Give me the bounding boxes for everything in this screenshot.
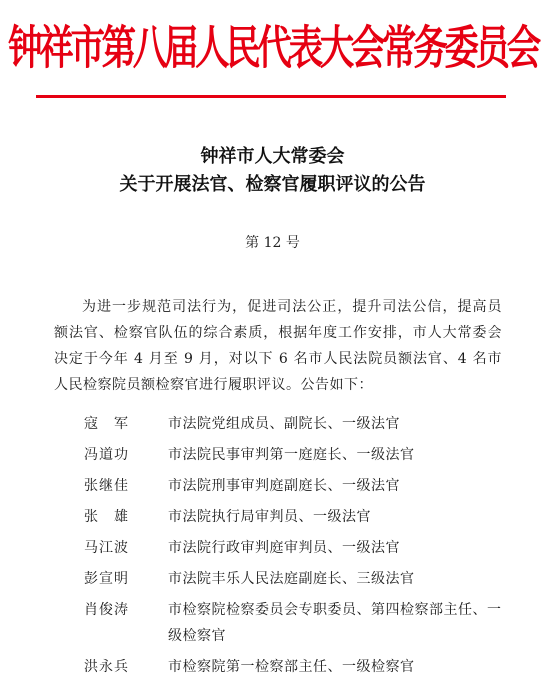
roster-row: [54, 504, 506, 535]
body-text: [54, 294, 502, 398]
roster-name: 张 雄: [84, 509, 129, 525]
roster-title: 市检察院检察委员会专职委员、第四检察部主任、一级检察官: [168, 602, 502, 644]
roster-name: 洪永兵: [84, 659, 129, 675]
roster-row: [54, 411, 506, 442]
masthead-text: 钟祥市第八届人民代表大会常务委员会: [7, 20, 538, 75]
roster-title: 市检察院第一检察部主任、一级检察官: [168, 659, 415, 675]
roster-name: 张继佳: [84, 478, 129, 494]
roster-row: [54, 535, 506, 566]
masthead-divider: [36, 95, 506, 98]
roster-name: 马江波: [84, 540, 129, 556]
roster-title: 市法院丰乐人民法庭副庭长、三级法官: [168, 571, 415, 587]
roster-row: [54, 597, 506, 654]
roster-title: 市法院执行局审判员、一级法官: [168, 509, 371, 525]
roster-name: 冯道功: [84, 447, 129, 463]
roster-name: 寇 军: [84, 416, 129, 432]
roster-name: 彭宣明: [84, 571, 129, 587]
roster-title: 市法院民事审判第一庭庭长、一级法官: [168, 447, 415, 463]
roster-title: 市法院行政审判庭审判员、一级法官: [168, 540, 400, 556]
announcement-title-line1: 钟祥市人大常委会: [200, 146, 345, 167]
roster-name: 肖俊涛: [84, 602, 129, 618]
body-paragraph: 为进一步规范司法行为，促进司法公正，提升司法公信，提高员额法官、检察官队伍的综合素质，根据年度工作安排，市人大常委会决定于今年 4 月至 9 月，对以下 6 名市人民法院员额法官、4 名市人民检察院员额检察官进行履职评议。公告如下：: [54, 299, 502, 393]
roster-row: [54, 654, 506, 685]
roster-list: [54, 411, 506, 685]
masthead: [0, 8, 545, 82]
roster-row: [54, 473, 506, 504]
document-number: 第 12 号: [245, 235, 300, 251]
roster-title: 市法院刑事审判庭副庭长、一级法官: [168, 478, 400, 494]
roster-row: [54, 442, 506, 473]
announcement-title-line2: 关于开展法官、检察官履职评议的公告: [119, 174, 426, 195]
roster-row: [54, 566, 506, 597]
roster-title: 市法院党组成员、副院长、一级法官: [168, 416, 400, 432]
